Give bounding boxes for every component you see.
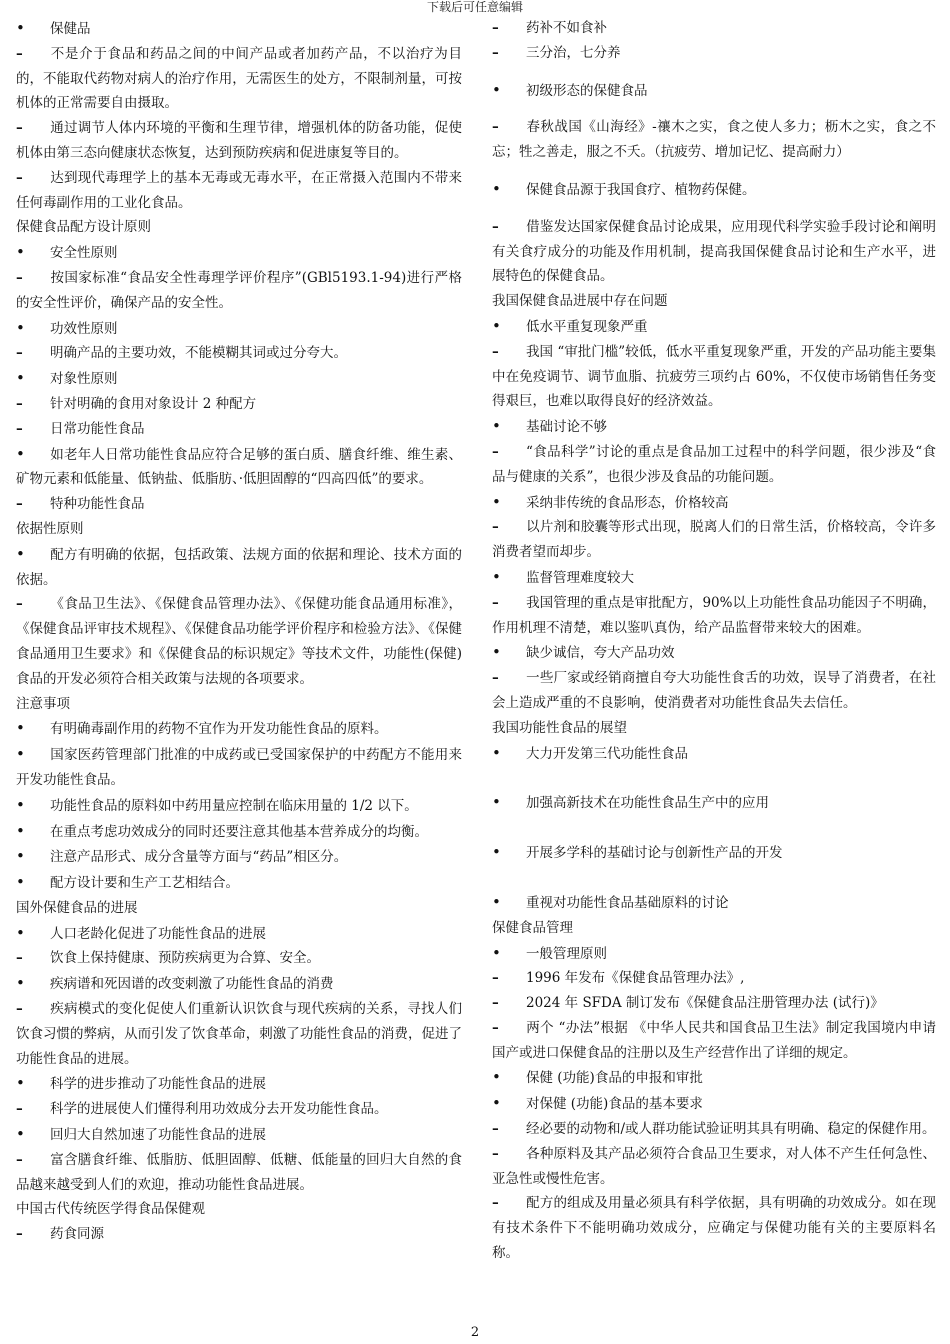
bullet-item: • 在重点考虑功效成分的同时还要注意其他基本营养成分的均衡。 xyxy=(16,819,462,845)
dash-icon: – xyxy=(492,44,499,61)
bullet-item: • 如老年人日常功能性食品应符合足够的蛋白质、膳食纤维、维生素、矿物元素和低能量、低钠盐、低脂肪、·低胆固醇的“四高四低”的要求。 xyxy=(16,442,462,493)
bullet-icon: • xyxy=(492,943,501,962)
bullet-item: • 保健 (功能)食品的申报和审批 xyxy=(492,1065,936,1091)
bullet-icon: • xyxy=(16,923,25,942)
dash-icon: – xyxy=(492,995,499,1012)
dash-icon: – xyxy=(492,594,499,611)
bullet-item: • 疾病谱和死因谱的改变刺激了功能性食品的消费 xyxy=(16,971,462,997)
dash-icon: – xyxy=(492,119,499,136)
bullet-icon: • xyxy=(492,492,501,511)
dash-paragraph: – 《食品卫生法》、《保健食品管理办法》、《保健功能食品通用标准》，《保健食品评审技术规程》、《保健食品功能学评价程序和检验方法》、《保健食品通用卫生要求》和《保健食品的标识规定》等技术文件，功能性(保健)食品的开发必须符合相关政策与法规的各项要求。 xyxy=(16,592,462,691)
dash-paragraph: – “食品科学”讨论的重点是食品加工过程中的科学问题，很少涉及“食品与健康的关系”，也很少涉及食品的功能问题。 xyxy=(492,440,936,490)
right-column xyxy=(492,16,936,1266)
bullet-icon: • xyxy=(16,821,25,840)
bullet-item: • 功能性食品的原料如中药用量应控制在临床用量的 1/2 以下。 xyxy=(16,793,462,819)
dash-paragraph: – 春秋战国《山海经》-禳木之实，食之使人多力；枥木之实，食之不忘；牲之善走，服之不夭。（抗疲劳、增加记忆、提高耐力） xyxy=(492,115,936,165)
section-heading: 国外保健食品的进展 xyxy=(16,899,138,916)
dash-icon: – xyxy=(492,20,499,36)
bullet-icon: • xyxy=(492,1068,501,1087)
bullet-icon: • xyxy=(16,243,25,262)
dash-icon: – xyxy=(16,169,23,186)
bullet-item: • 回归大自然加速了功能性食品的进展 xyxy=(16,1122,462,1148)
section-heading: 我国保健食品进展中存在问题 xyxy=(492,293,668,310)
bullet-item: • 开展多学科的基础讨论与创新性产品的开发 xyxy=(492,840,936,866)
section-heading: 注意事项 xyxy=(16,695,70,712)
dash-paragraph: – 借鉴发达国家保健食品讨论成果，应用现代科学实验手段讨论和阐明有关食疗成分的功能及作用机制，提高我国保健食品讨论和生产水平，进展特色的保健食品。 xyxy=(492,215,936,289)
dash-paragraph: – 疾病模式的变化促使人们重新认识饮食与现代疾病的关系，寻找人们饮食习惯的弊病，从而引发了饮食革命，刺激了功能性食品的消费，促进了功能性食品的进展。 xyxy=(16,997,462,1071)
bullet-item: • 配方有明确的依据，包括政策、法规方面的依据和理论、技术方面的依据。 xyxy=(16,542,462,593)
dash-icon: – xyxy=(492,1121,499,1138)
dash-paragraph: – 达到现代毒理学上的基本无毒或无毒水平，在正常摄入范围内不带来任何毒副作用的工业化食品。 xyxy=(16,166,462,216)
section-heading: 我国功能性食品的展望 xyxy=(492,719,627,736)
dash-icon: – xyxy=(16,420,23,437)
dash-paragraph: – 按国家标准“食品安全性毒理学评价程序”(GBl5193.1-94)进行严格的安全性评价，确保产品的安全性。 xyxy=(16,266,462,316)
left-column xyxy=(16,16,462,1247)
dash-icon: – xyxy=(16,950,23,967)
dash-icon: – xyxy=(16,345,23,362)
bullet-item: • 配方设计要和生产工艺相结合。 xyxy=(16,870,462,896)
bullet-item: • 保健食品源于我国食疗、植物药保健。 xyxy=(492,177,936,203)
dash-paragraph: – 三分治，七分养 xyxy=(492,41,936,66)
bullet-item: • 有明确毒副作用的药物不宜作为开发功能性食品的原料。 xyxy=(16,716,462,742)
dash-icon: – xyxy=(16,269,23,286)
dash-icon: – xyxy=(492,1195,499,1212)
bullet-icon: • xyxy=(492,743,501,762)
dash-icon: – xyxy=(492,970,499,987)
dash-icon: – xyxy=(492,1145,499,1162)
bullet-icon: • xyxy=(16,847,25,866)
dash-icon: – xyxy=(16,1101,23,1118)
bullet-icon: • xyxy=(492,1094,501,1113)
bullet-item: • 保健品 xyxy=(16,16,462,42)
dash-icon: – xyxy=(16,395,23,412)
bullet-item: • 科学的进步推动了功能性食品的进展 xyxy=(16,1071,462,1097)
dash-paragraph: – 各种原料及其产品必须符合食品卫生要求，对人体不产生任何急性、亚急性或慢性危害。 xyxy=(492,1142,936,1192)
dash-paragraph: – 富含膳食纤维、低脂肪、低胆固醇、低糖、低能量的回归大自然的食品越来越受到人们的欢迎，推动功能性食品进展。 xyxy=(16,1148,462,1198)
bullet-icon: • xyxy=(492,892,501,911)
dash-paragraph: – 药食同源 xyxy=(16,1222,462,1247)
bullet-icon: • xyxy=(492,417,501,436)
bullet-item: • 采纳非传统的食品形态，价格较高 xyxy=(492,490,936,516)
dash-paragraph: – 日常功能性食品 xyxy=(16,417,462,442)
page-number: 2 xyxy=(470,1325,480,1340)
dash-paragraph: – 不是介于食品和药品之间的中间产品或者加药产品，不以治疗为目的，不能取代药物对病人的治疗作用，无需医生的处方，不限制剂量，可按机体的正常需要自由摄取。 xyxy=(16,42,462,116)
bullet-item: • 低水平重复现象严重 xyxy=(492,314,936,340)
bullet-icon: • xyxy=(16,1125,25,1144)
dash-icon: – xyxy=(16,1001,23,1018)
dash-paragraph: – 通过调节人体内环境的平衡和生理节律，增强机体的防备功能，促使机体由第三态向健康状态恢复，达到预防疾病和促进康复等目的。 xyxy=(16,116,462,166)
dash-paragraph: – 经必要的动物和/或人群功能试验证明其具有明确、稳定的保健作用。 xyxy=(492,1117,936,1142)
page-header: 下载后可任意编辑 xyxy=(426,0,523,14)
bullet-item: • 人口老龄化促进了功能性食品的进展 xyxy=(16,921,462,947)
bullet-item: • 对保健 (功能)食品的基本要求 xyxy=(492,1091,936,1117)
bullet-item: • 加强高新技术在功能性食品生产中的应用 xyxy=(492,790,936,816)
dash-paragraph: – 2024 年 SFDA 制订发布《保健食品注册管理办法 (试行)》 xyxy=(492,991,936,1016)
dash-paragraph: – 配方的组成及用量必须具有科学依据，具有明确的功效成分。如在现有技术条件下不能明确功效成分，应确定与保健功能有关的主要原料名称。 xyxy=(492,1191,936,1265)
bullet-icon: • xyxy=(492,80,501,99)
dash-icon: – xyxy=(16,45,23,62)
bullet-icon: • xyxy=(16,719,25,738)
dash-icon: – xyxy=(16,1226,23,1243)
dash-icon: – xyxy=(492,670,499,687)
section-heading: 依据性原则 xyxy=(16,520,84,537)
dash-paragraph: – 饮食上保持健康、预防疾病更为合算、安全。 xyxy=(16,946,462,971)
dash-paragraph: – 针对明确的食用对象设计 2 种配方 xyxy=(16,392,462,417)
dash-icon: – xyxy=(492,343,499,360)
dash-paragraph: – 以片剂和胶囊等形式出现，脱离人们的日常生活，价格较高，令许多消费者望而却步。 xyxy=(492,515,936,565)
bullet-icon: • xyxy=(492,793,501,812)
dash-paragraph: – 明确产品的主要功效，不能模糊其词或过分夸大。 xyxy=(16,341,462,366)
section-heading: 中国古代传统医学得食品保健观 xyxy=(16,1201,205,1218)
dash-icon: – xyxy=(492,218,499,235)
dash-paragraph: – 两个 “办法”根据 《中华人民共和国食品卫生法》制定我国境内申请国产或进口保健食品的注册以及生产经营作出了详细的规定。 xyxy=(492,1016,936,1066)
bullet-item: • 缺少诚信，夸大产品功效 xyxy=(492,640,936,666)
bullet-icon: • xyxy=(16,369,25,388)
bullet-item: • 一般管理原则 xyxy=(492,941,936,967)
bullet-icon: • xyxy=(16,318,25,337)
dash-paragraph: – 我国管理的重点是审批配方，90%以上功能性食品功能因子不明确，作用机理不清楚，难以鉴叭真伪，给产品监督带来较大的困难。 xyxy=(492,591,936,641)
bullet-item: • 功效性原则 xyxy=(16,316,462,342)
bullet-item: • 监督管理难度较大 xyxy=(492,565,936,591)
bullet-item: • 安全性原则 xyxy=(16,240,462,266)
bullet-item: • 重视对功能性食品基础原料的讨论 xyxy=(492,890,936,916)
bullet-icon: • xyxy=(492,567,501,586)
dash-icon: – xyxy=(492,443,499,460)
bullet-icon: • xyxy=(16,444,25,463)
dash-icon: – xyxy=(16,496,23,513)
bullet-item: • 注意产品形式、成分含量等方面与“药品”相区分。 xyxy=(16,844,462,870)
bullet-icon: • xyxy=(492,643,501,662)
bullet-icon: • xyxy=(16,795,25,814)
dash-icon: – xyxy=(16,1151,23,1168)
dash-paragraph: – 1996 年发布《保健食品管理办法》, xyxy=(492,966,936,991)
dash-icon: – xyxy=(492,519,499,536)
dash-icon: – xyxy=(492,1019,499,1036)
dash-icon: – xyxy=(16,596,23,613)
bullet-item: • 对象性原则 xyxy=(16,366,462,392)
bullet-icon: • xyxy=(16,1074,25,1093)
section-heading: 保健食品管理 xyxy=(492,919,573,936)
dash-paragraph: – 一些厂家或经销商擅自夸大功能性食舌的功效，误导了消费者，在社会上造成严重的不良影响，使消费者对功能性食品失去信任。 xyxy=(492,666,936,716)
dash-paragraph: – 药补不如食补 xyxy=(492,16,936,41)
bullet-icon: • xyxy=(16,19,25,37)
bullet-icon: • xyxy=(16,873,25,892)
bullet-item: • 初级形态的保健食品 xyxy=(492,78,936,104)
dash-paragraph: – 科学的进展使人们懂得利用功效成分去开发功能性食品。 xyxy=(16,1097,462,1122)
dash-paragraph: – 我国 “审批门槛”较低，低水平重复现象严重，开发的产品功能主要集中在免疫调节、调节血脂、抗疲劳三项约占 60%，不仅使市场销售任务变得艰巨，也难以取得良好的经济效益。 xyxy=(492,340,936,414)
dash-icon: – xyxy=(16,120,23,137)
bullet-icon: • xyxy=(492,843,501,862)
bullet-item: • 基础讨论不够 xyxy=(492,414,936,440)
bullet-icon: • xyxy=(16,974,25,993)
bullet-icon: • xyxy=(492,316,501,335)
dash-paragraph: – 特种功能性食品 xyxy=(16,492,462,517)
bullet-icon: • xyxy=(16,544,25,563)
bullet-icon: • xyxy=(16,745,25,764)
bullet-icon: • xyxy=(492,179,501,198)
bullet-item: • 大力开发第三代功能性食品 xyxy=(492,741,936,767)
section-heading: 保健食品配方设计原则 xyxy=(16,219,151,236)
bullet-item: • 国家医药管理部门批准的中成药或已受国家保护的中药配方不能用来开发功能性食品。 xyxy=(16,742,462,793)
